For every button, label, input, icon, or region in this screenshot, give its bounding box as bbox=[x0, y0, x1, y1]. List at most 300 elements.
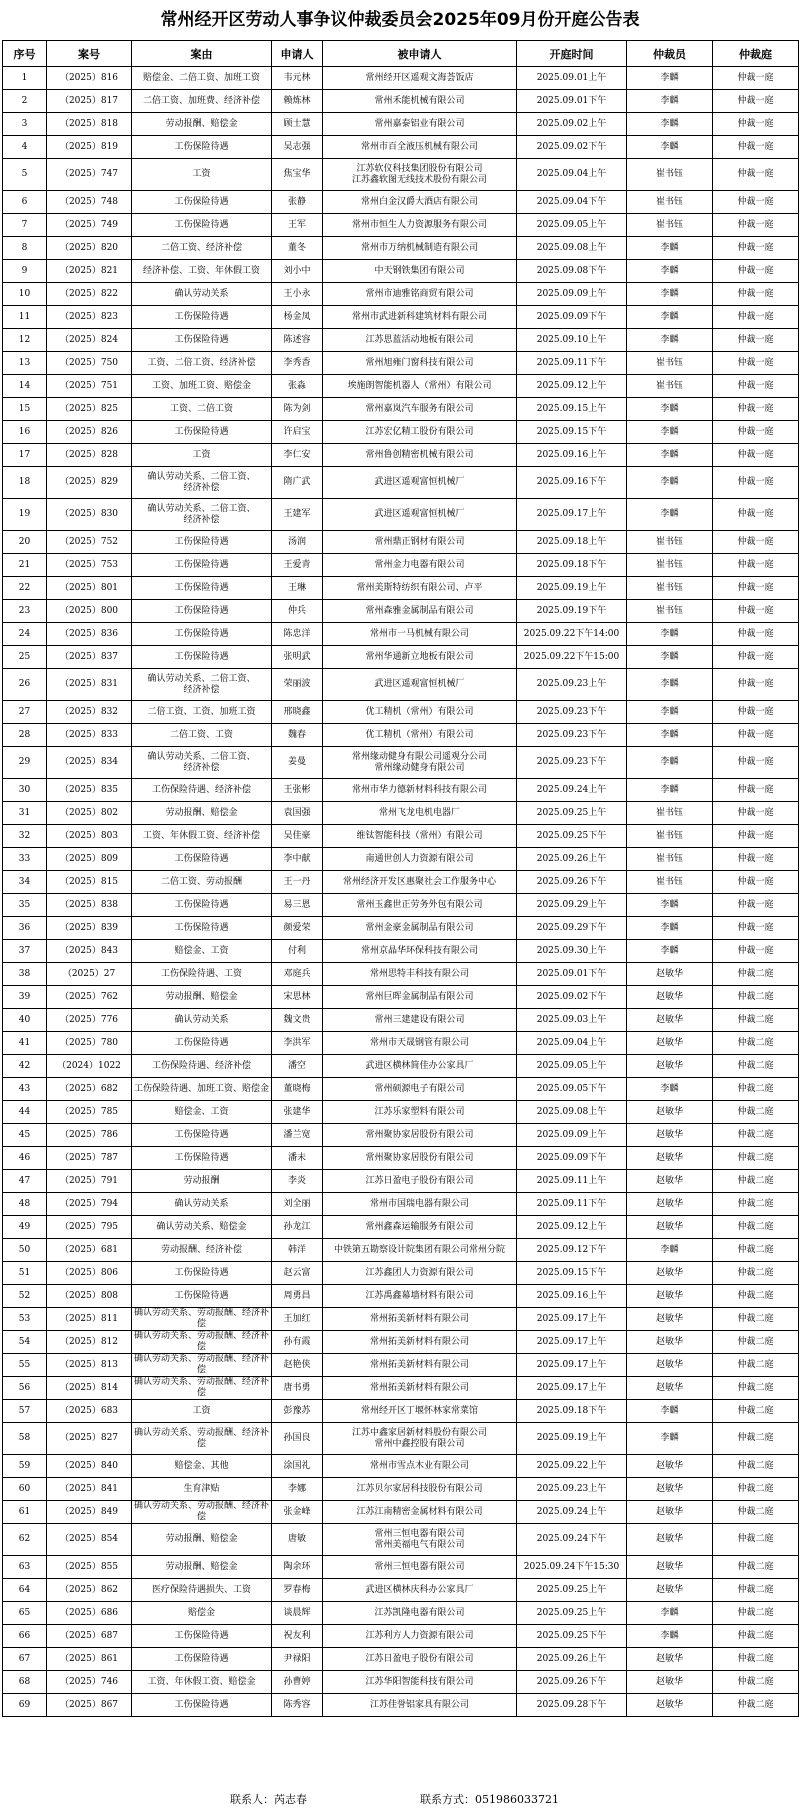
cell-hearing-time: 2025.09.08上午 bbox=[517, 1101, 627, 1124]
cell-court: 仲裁二庭 bbox=[713, 1455, 799, 1478]
cell-hearing-time: 2025.09.24上午 bbox=[517, 779, 627, 802]
cell-case-no: （2025）795 bbox=[47, 1216, 132, 1239]
table-row bbox=[3, 802, 799, 825]
cell-applicant: 赵云富 bbox=[272, 1262, 323, 1285]
cell-applicant: 王军 bbox=[272, 214, 323, 237]
cell-cause: 确认劳动关系 bbox=[132, 1009, 272, 1032]
cell-applicant: 尹禄阳 bbox=[272, 1648, 323, 1671]
cell-cause: 劳动报酬、赔偿金 bbox=[132, 1524, 272, 1556]
cell-arbitrator: 崔书钰 bbox=[627, 825, 713, 848]
table-row bbox=[3, 825, 799, 848]
cell-cause: 工资 bbox=[132, 444, 272, 467]
cell-arbitrator: 赵敏华 bbox=[627, 1308, 713, 1331]
cell-arbitrator: 赵敏华 bbox=[627, 1524, 713, 1556]
cell-hearing-time: 2025.09.09上午 bbox=[517, 1124, 627, 1147]
cell-respondent: 常州嘉泰铝业有限公司 bbox=[323, 113, 517, 136]
cell-hearing-time: 2025.09.12下午 bbox=[517, 1239, 627, 1262]
cell-case-no: （2025）818 bbox=[47, 113, 132, 136]
cell-index: 63 bbox=[3, 1556, 47, 1579]
cell-respondent: 武进区遥观富恒机械厂 bbox=[323, 499, 517, 531]
cell-case-no: （2025）801 bbox=[47, 577, 132, 600]
cell-court: 仲裁一庭 bbox=[713, 113, 799, 136]
cell-index: 31 bbox=[3, 802, 47, 825]
cell-hearing-time: 2025.09.15下午 bbox=[517, 1262, 627, 1285]
cell-court: 仲裁二庭 bbox=[713, 1671, 799, 1694]
table-row bbox=[3, 398, 799, 421]
cell-applicant: 孙曹婷 bbox=[272, 1671, 323, 1694]
table-row bbox=[3, 214, 799, 237]
cell-arbitrator: 李麟 bbox=[627, 467, 713, 499]
cell-respondent: 常州市武进新科建筑材料有限公司 bbox=[323, 306, 517, 329]
cell-cause: 赔偿金、二倍工资、加班工资 bbox=[132, 67, 272, 90]
cell-cause: 工伤保险待遇 bbox=[132, 646, 272, 669]
table-row bbox=[3, 1101, 799, 1124]
cell-respondent: 常州鑫森运输服务有限公司 bbox=[323, 1216, 517, 1239]
cell-respondent: 维钛智能科技（常州）有限公司 bbox=[323, 825, 517, 848]
cell-respondent: 常州旭雍门窗科技有限公司 bbox=[323, 352, 517, 375]
cell-applicant: 邓庭兵 bbox=[272, 963, 323, 986]
cell-case-no: （2025）821 bbox=[47, 260, 132, 283]
cell-court: 仲裁二庭 bbox=[713, 1285, 799, 1308]
table-row bbox=[3, 1193, 799, 1216]
cell-cause: 二倍工资、工资、加班工资 bbox=[132, 701, 272, 724]
cell-cause: 工伤保险待遇 bbox=[132, 623, 272, 646]
cell-court: 仲裁一庭 bbox=[713, 191, 799, 214]
cell-index: 17 bbox=[3, 444, 47, 467]
cell-index: 15 bbox=[3, 398, 47, 421]
cell-arbitrator: 赵敏华 bbox=[627, 1331, 713, 1354]
cell-respondent: 常州三恒电器有限公司 常州美福电气有限公司 bbox=[323, 1524, 517, 1556]
table-row bbox=[3, 306, 799, 329]
cell-hearing-time: 2025.09.11下午 bbox=[517, 352, 627, 375]
cell-case-no: （2025）747 bbox=[47, 159, 132, 191]
cell-respondent: 埃施朗智能机器人（常州）有限公司 bbox=[323, 375, 517, 398]
cell-cause: 工伤保险待遇 bbox=[132, 1124, 272, 1147]
cell-court: 仲裁二庭 bbox=[713, 1625, 799, 1648]
cell-index: 30 bbox=[3, 779, 47, 802]
cell-court: 仲裁二庭 bbox=[713, 1478, 799, 1501]
cell-court: 仲裁二庭 bbox=[713, 1308, 799, 1331]
cell-applicant: 吴志强 bbox=[272, 136, 323, 159]
cell-respondent: 常州鼎正钢材有限公司 bbox=[323, 531, 517, 554]
cell-respondent: 常州禾能机械有限公司 bbox=[323, 90, 517, 113]
cell-arbitrator: 李麟 bbox=[627, 779, 713, 802]
cell-index: 13 bbox=[3, 352, 47, 375]
cell-applicant: 颜爱荣 bbox=[272, 917, 323, 940]
cell-hearing-time: 2025.09.18上午 bbox=[517, 531, 627, 554]
cell-respondent: 常州经济开发区惠聚社会工作服务中心 bbox=[323, 871, 517, 894]
cell-index: 42 bbox=[3, 1055, 47, 1078]
cell-case-no: （2025）750 bbox=[47, 352, 132, 375]
cell-index: 19 bbox=[3, 499, 47, 531]
cell-court: 仲裁一庭 bbox=[713, 444, 799, 467]
col-header-case-no: 案号 bbox=[47, 41, 132, 67]
cell-respondent: 常州市天晟钢管有限公司 bbox=[323, 1032, 517, 1055]
cell-index: 40 bbox=[3, 1009, 47, 1032]
cell-case-no: （2025）762 bbox=[47, 986, 132, 1009]
cell-respondent: 江苏贝尔家居科技股份有限公司 bbox=[323, 1478, 517, 1501]
cell-court: 仲裁一庭 bbox=[713, 260, 799, 283]
table-header-row bbox=[3, 41, 799, 67]
cell-index: 14 bbox=[3, 375, 47, 398]
cell-case-no: （2025）861 bbox=[47, 1648, 132, 1671]
cell-arbitrator: 赵敏华 bbox=[627, 963, 713, 986]
table-row bbox=[3, 917, 799, 940]
cell-court: 仲裁一庭 bbox=[713, 825, 799, 848]
cell-hearing-time: 2025.09.28下午 bbox=[517, 1694, 627, 1717]
cell-case-no: （2025）785 bbox=[47, 1101, 132, 1124]
cell-cause: 工伤保险待遇 bbox=[132, 329, 272, 352]
cell-hearing-time: 2025.09.18下午 bbox=[517, 1400, 627, 1423]
cell-court: 仲裁二庭 bbox=[713, 1400, 799, 1423]
cell-arbitrator: 赵敏华 bbox=[627, 1170, 713, 1193]
cell-court: 仲裁二庭 bbox=[713, 1170, 799, 1193]
cell-arbitrator: 李麟 bbox=[627, 1423, 713, 1455]
cell-case-no: （2025）836 bbox=[47, 623, 132, 646]
table-row bbox=[3, 1055, 799, 1078]
page-title: 常州经开区劳动人事争议仲裁委员会2025年09月份开庭公告表 bbox=[160, 10, 640, 30]
cell-case-no: （2025）825 bbox=[47, 398, 132, 421]
cell-court: 仲裁二庭 bbox=[713, 1423, 799, 1455]
cell-hearing-time: 2025.09.17上午 bbox=[517, 499, 627, 531]
cell-applicant: 祝友利 bbox=[272, 1625, 323, 1648]
cell-hearing-time: 2025.09.08上午 bbox=[517, 237, 627, 260]
table-row bbox=[3, 1579, 799, 1602]
cell-index: 39 bbox=[3, 986, 47, 1009]
cell-cause: 工资、二倍工资 bbox=[132, 398, 272, 421]
cell-index: 52 bbox=[3, 1285, 47, 1308]
cell-case-no: （2025）832 bbox=[47, 701, 132, 724]
cell-cause: 工伤保险待遇 bbox=[132, 191, 272, 214]
table-row bbox=[3, 1400, 799, 1423]
cell-cause: 二倍工资、经济补偿 bbox=[132, 237, 272, 260]
cell-case-no: （2025）748 bbox=[47, 191, 132, 214]
cell-index: 32 bbox=[3, 825, 47, 848]
cell-case-no: （2025）849 bbox=[47, 1501, 132, 1524]
cell-court: 仲裁二庭 bbox=[713, 1147, 799, 1170]
cell-applicant: 孙有霞 bbox=[272, 1331, 323, 1354]
cell-applicant: 魏文贵 bbox=[272, 1009, 323, 1032]
contact-person: 联系人：芮志春 bbox=[230, 1793, 307, 1806]
table-row bbox=[3, 1556, 799, 1579]
cell-respondent: 常州三建建设有限公司 bbox=[323, 1009, 517, 1032]
cell-index: 49 bbox=[3, 1216, 47, 1239]
cell-arbitrator: 赵敏华 bbox=[627, 1124, 713, 1147]
cell-case-no: （2025）820 bbox=[47, 237, 132, 260]
cell-case-no: （2025）828 bbox=[47, 444, 132, 467]
cell-cause: 赔偿金 bbox=[132, 1602, 272, 1625]
cell-cause: 工伤保险待遇、经济补偿 bbox=[132, 1055, 272, 1078]
cell-hearing-time: 2025.09.23上午 bbox=[517, 1478, 627, 1501]
cell-case-no: （2025）806 bbox=[47, 1262, 132, 1285]
cell-applicant: 潘空 bbox=[272, 1055, 323, 1078]
table-row bbox=[3, 1032, 799, 1055]
cell-court: 仲裁二庭 bbox=[713, 963, 799, 986]
cell-hearing-time: 2025.09.16下午 bbox=[517, 467, 627, 499]
cell-cause: 劳动报酬 bbox=[132, 1170, 272, 1193]
cell-arbitrator: 李麟 bbox=[627, 444, 713, 467]
cell-court: 仲裁一庭 bbox=[713, 747, 799, 779]
cell-cause: 经济补偿、工资、年休假工资 bbox=[132, 260, 272, 283]
cell-arbitrator: 赵敏华 bbox=[627, 1009, 713, 1032]
cell-cause: 医疗保险待遇损失、工资 bbox=[132, 1579, 272, 1602]
cell-hearing-time: 2025.09.01下午 bbox=[517, 963, 627, 986]
cell-hearing-time: 2025.09.08下午 bbox=[517, 260, 627, 283]
cell-index: 26 bbox=[3, 669, 47, 701]
cell-respondent: 江苏佳誉铝家具有限公司 bbox=[323, 1694, 517, 1717]
cell-court: 仲裁一庭 bbox=[713, 159, 799, 191]
cell-arbitrator: 李麟 bbox=[627, 669, 713, 701]
table-row bbox=[3, 1423, 799, 1455]
table-row bbox=[3, 531, 799, 554]
cell-cause: 确认劳动关系、劳动报酬、经济补偿 bbox=[132, 1308, 272, 1331]
table-row bbox=[3, 986, 799, 1009]
cell-hearing-time: 2025.09.22下午15:00 bbox=[517, 646, 627, 669]
cell-hearing-time: 2025.09.01下午 bbox=[517, 90, 627, 113]
cell-respondent: 中铁第五勘察设计院集团有限公司常州分院 bbox=[323, 1239, 517, 1262]
cell-case-no: （2025）814 bbox=[47, 1377, 132, 1400]
cell-cause: 二倍工资、劳动报酬 bbox=[132, 871, 272, 894]
cell-applicant: 张明武 bbox=[272, 646, 323, 669]
table-row bbox=[3, 623, 799, 646]
cell-hearing-time: 2025.09.26上午 bbox=[517, 1648, 627, 1671]
cell-hearing-time: 2025.09.24上午 bbox=[517, 1501, 627, 1524]
cell-case-no: （2025）687 bbox=[47, 1625, 132, 1648]
cell-index: 45 bbox=[3, 1124, 47, 1147]
cell-cause: 赔偿金、其他 bbox=[132, 1455, 272, 1478]
cell-arbitrator: 赵敏华 bbox=[627, 1216, 713, 1239]
cell-hearing-time: 2025.09.17上午 bbox=[517, 1377, 627, 1400]
cell-cause: 工资、加班工资、赔偿金 bbox=[132, 375, 272, 398]
cell-case-no: （2025）840 bbox=[47, 1455, 132, 1478]
cell-hearing-time: 2025.09.12上午 bbox=[517, 375, 627, 398]
cell-cause: 确认劳动关系、劳动报酬、经济补偿 bbox=[132, 1377, 272, 1400]
cell-cause: 确认劳动关系、劳动报酬、经济补偿 bbox=[132, 1423, 272, 1455]
cell-applicant: 唐敏 bbox=[272, 1524, 323, 1556]
cell-cause: 工伤保险待遇 bbox=[132, 1262, 272, 1285]
cell-cause: 工伤保险待遇 bbox=[132, 917, 272, 940]
cell-applicant: 李秀香 bbox=[272, 352, 323, 375]
cell-applicant: 姜曼 bbox=[272, 747, 323, 779]
cell-court: 仲裁一庭 bbox=[713, 136, 799, 159]
cell-case-no: （2025）843 bbox=[47, 940, 132, 963]
cell-applicant: 邢晓鑫 bbox=[272, 701, 323, 724]
cell-applicant: 谈晨辉 bbox=[272, 1602, 323, 1625]
cell-court: 仲裁二庭 bbox=[713, 1501, 799, 1524]
cell-respondent: 常州经开区遥观文海荟饭店 bbox=[323, 67, 517, 90]
cell-court: 仲裁二庭 bbox=[713, 1556, 799, 1579]
cell-respondent: 常州市万纳机械制造有限公司 bbox=[323, 237, 517, 260]
cell-applicant: 周勇昌 bbox=[272, 1285, 323, 1308]
cell-court: 仲裁二庭 bbox=[713, 1078, 799, 1101]
table-row bbox=[3, 577, 799, 600]
cell-arbitrator: 赵敏华 bbox=[627, 1671, 713, 1694]
cell-respondent: 江苏利方人力资源有限公司 bbox=[323, 1625, 517, 1648]
cell-hearing-time: 2025.09.30上午 bbox=[517, 940, 627, 963]
cell-index: 58 bbox=[3, 1423, 47, 1455]
cell-applicant: 焦宝华 bbox=[272, 159, 323, 191]
cell-hearing-time: 2025.09.12上午 bbox=[517, 1216, 627, 1239]
cell-respondent: 常州巨晖金属制品有限公司 bbox=[323, 986, 517, 1009]
cell-arbitrator: 崔书钰 bbox=[627, 352, 713, 375]
table-row bbox=[3, 1501, 799, 1524]
cell-index: 16 bbox=[3, 421, 47, 444]
cell-case-no: （2025）829 bbox=[47, 467, 132, 499]
cell-cause: 赔偿金、工资 bbox=[132, 940, 272, 963]
table-row bbox=[3, 646, 799, 669]
cell-court: 仲裁二庭 bbox=[713, 1193, 799, 1216]
cell-case-no: （2025）822 bbox=[47, 283, 132, 306]
cell-case-no: （2025）753 bbox=[47, 554, 132, 577]
cell-index: 11 bbox=[3, 306, 47, 329]
cell-hearing-time: 2025.09.09下午 bbox=[517, 1147, 627, 1170]
cell-index: 65 bbox=[3, 1602, 47, 1625]
cell-cause: 工伤保险待遇 bbox=[132, 136, 272, 159]
cell-case-no: （2025）816 bbox=[47, 67, 132, 90]
cell-arbitrator: 李麟 bbox=[627, 113, 713, 136]
cell-hearing-time: 2025.09.23下午 bbox=[517, 747, 627, 779]
contact-phone: 联系方式：051986033721 bbox=[420, 1793, 559, 1806]
cell-applicant: 杨金凤 bbox=[272, 306, 323, 329]
cell-applicant: 赵艳侠 bbox=[272, 1354, 323, 1377]
cell-court: 仲裁二庭 bbox=[713, 1216, 799, 1239]
cell-respondent: 常州三恒电器有限公司 bbox=[323, 1556, 517, 1579]
cell-arbitrator: 李麟 bbox=[627, 724, 713, 747]
cell-court: 仲裁二庭 bbox=[713, 1602, 799, 1625]
cell-case-no: （2025）862 bbox=[47, 1579, 132, 1602]
cell-respondent: 常州玉鑫世正劳务外包有限公司 bbox=[323, 894, 517, 917]
cell-hearing-time: 2025.09.24下午15:30 bbox=[517, 1556, 627, 1579]
cell-applicant: 易三恩 bbox=[272, 894, 323, 917]
col-header-applicant: 申请人 bbox=[272, 41, 323, 67]
cell-arbitrator: 崔书钰 bbox=[627, 531, 713, 554]
cell-hearing-time: 2025.09.09上午 bbox=[517, 283, 627, 306]
cell-index: 46 bbox=[3, 1147, 47, 1170]
cell-cause: 工伤保险待遇 bbox=[132, 1032, 272, 1055]
cell-case-no: （2025）834 bbox=[47, 747, 132, 779]
cell-case-no: （2025）780 bbox=[47, 1032, 132, 1055]
cell-court: 仲裁一庭 bbox=[713, 894, 799, 917]
cell-case-no: （2025）681 bbox=[47, 1239, 132, 1262]
table-row bbox=[3, 1671, 799, 1694]
cell-cause: 劳动报酬、赔偿金 bbox=[132, 1556, 272, 1579]
cell-cause: 工伤保险待遇 bbox=[132, 531, 272, 554]
cell-cause: 工资、年休假工资、赔偿金 bbox=[132, 1671, 272, 1694]
cell-respondent: 江苏中鑫家居新材料股份有限公司 常州中鑫控股有限公司 bbox=[323, 1423, 517, 1455]
cell-hearing-time: 2025.09.17上午 bbox=[517, 1331, 627, 1354]
cell-court: 仲裁一庭 bbox=[713, 779, 799, 802]
cell-arbitrator: 崔书钰 bbox=[627, 159, 713, 191]
cell-respondent: 常州市恒生人力资源服务有限公司 bbox=[323, 214, 517, 237]
cell-arbitrator: 李麟 bbox=[627, 283, 713, 306]
cell-index: 48 bbox=[3, 1193, 47, 1216]
cell-hearing-time: 2025.09.18下午 bbox=[517, 554, 627, 577]
col-header-court: 仲裁庭 bbox=[713, 41, 799, 67]
cell-applicant: 赖炼林 bbox=[272, 90, 323, 113]
cell-court: 仲裁二庭 bbox=[713, 1101, 799, 1124]
cell-hearing-time: 2025.09.26上午 bbox=[517, 848, 627, 871]
cell-hearing-time: 2025.09.01上午 bbox=[517, 67, 627, 90]
cell-court: 仲裁一庭 bbox=[713, 499, 799, 531]
cell-arbitrator: 李麟 bbox=[627, 398, 713, 421]
cell-applicant: 仲兵 bbox=[272, 600, 323, 623]
cell-hearing-time: 2025.09.02下午 bbox=[517, 136, 627, 159]
cell-index: 50 bbox=[3, 1239, 47, 1262]
cell-arbitrator: 李麟 bbox=[627, 499, 713, 531]
cell-applicant: 王建军 bbox=[272, 499, 323, 531]
cell-hearing-time: 2025.09.29上午 bbox=[517, 894, 627, 917]
cell-hearing-time: 2025.09.23下午 bbox=[517, 701, 627, 724]
cell-cause: 工伤保险待遇 bbox=[132, 848, 272, 871]
cell-hearing-time: 2025.09.05上午 bbox=[517, 214, 627, 237]
cell-applicant: 韦元林 bbox=[272, 67, 323, 90]
cell-court: 仲裁一庭 bbox=[713, 375, 799, 398]
cell-applicant: 陈秀容 bbox=[272, 1694, 323, 1717]
cell-respondent: 常州市华力德新材料科技有限公司 bbox=[323, 779, 517, 802]
cell-arbitrator: 李麟 bbox=[627, 894, 713, 917]
cell-index: 37 bbox=[3, 940, 47, 963]
cell-applicant: 付利 bbox=[272, 940, 323, 963]
table-row bbox=[3, 1216, 799, 1239]
cell-index: 44 bbox=[3, 1101, 47, 1124]
table-row bbox=[3, 779, 799, 802]
hearing-table bbox=[2, 40, 799, 1717]
cell-arbitrator: 赵敏华 bbox=[627, 986, 713, 1009]
cell-applicant: 王琳 bbox=[272, 577, 323, 600]
cell-index: 35 bbox=[3, 894, 47, 917]
cell-arbitrator: 李麟 bbox=[627, 136, 713, 159]
cell-arbitrator: 赵敏华 bbox=[627, 1377, 713, 1400]
cell-cause: 工伤保险待遇 bbox=[132, 1285, 272, 1308]
cell-cause: 生育津贴 bbox=[132, 1478, 272, 1501]
cell-court: 仲裁一庭 bbox=[713, 67, 799, 90]
cell-index: 29 bbox=[3, 747, 47, 779]
table-row bbox=[3, 848, 799, 871]
cell-case-no: （2025）835 bbox=[47, 779, 132, 802]
table-row bbox=[3, 136, 799, 159]
table-row bbox=[3, 1124, 799, 1147]
cell-case-no: （2025）800 bbox=[47, 600, 132, 623]
cell-case-no: （2025）27 bbox=[47, 963, 132, 986]
cell-arbitrator: 李麟 bbox=[627, 747, 713, 779]
table-row bbox=[3, 67, 799, 90]
cell-cause: 工资、年休假工资、经济补偿 bbox=[132, 825, 272, 848]
cell-case-no: （2025）823 bbox=[47, 306, 132, 329]
cell-applicant: 陶余环 bbox=[272, 1556, 323, 1579]
cell-respondent: 常州金力电器有限公司 bbox=[323, 554, 517, 577]
cell-applicant: 陈为剑 bbox=[272, 398, 323, 421]
cell-respondent: 常州拓美新材料有限公司 bbox=[323, 1331, 517, 1354]
cell-case-no: （2025）786 bbox=[47, 1124, 132, 1147]
cell-respondent: 常州拓美新材料有限公司 bbox=[323, 1308, 517, 1331]
cell-applicant: 韩洋 bbox=[272, 1239, 323, 1262]
cell-index: 34 bbox=[3, 871, 47, 894]
cell-case-no: （2025）802 bbox=[47, 802, 132, 825]
cell-index: 68 bbox=[3, 1671, 47, 1694]
cell-arbitrator: 崔书钰 bbox=[627, 577, 713, 600]
cell-case-no: （2025）808 bbox=[47, 1285, 132, 1308]
cell-applicant: 李娜 bbox=[272, 1478, 323, 1501]
table-row bbox=[3, 352, 799, 375]
cell-case-no: （2025）751 bbox=[47, 375, 132, 398]
cell-court: 仲裁一庭 bbox=[713, 214, 799, 237]
cell-index: 10 bbox=[3, 283, 47, 306]
cell-case-no: （2025）813 bbox=[47, 1354, 132, 1377]
cell-cause: 工伤保险待遇 bbox=[132, 421, 272, 444]
cell-hearing-time: 2025.09.26下午 bbox=[517, 1671, 627, 1694]
cell-cause: 赔偿金、工资 bbox=[132, 1101, 272, 1124]
cell-case-no: （2025）830 bbox=[47, 499, 132, 531]
